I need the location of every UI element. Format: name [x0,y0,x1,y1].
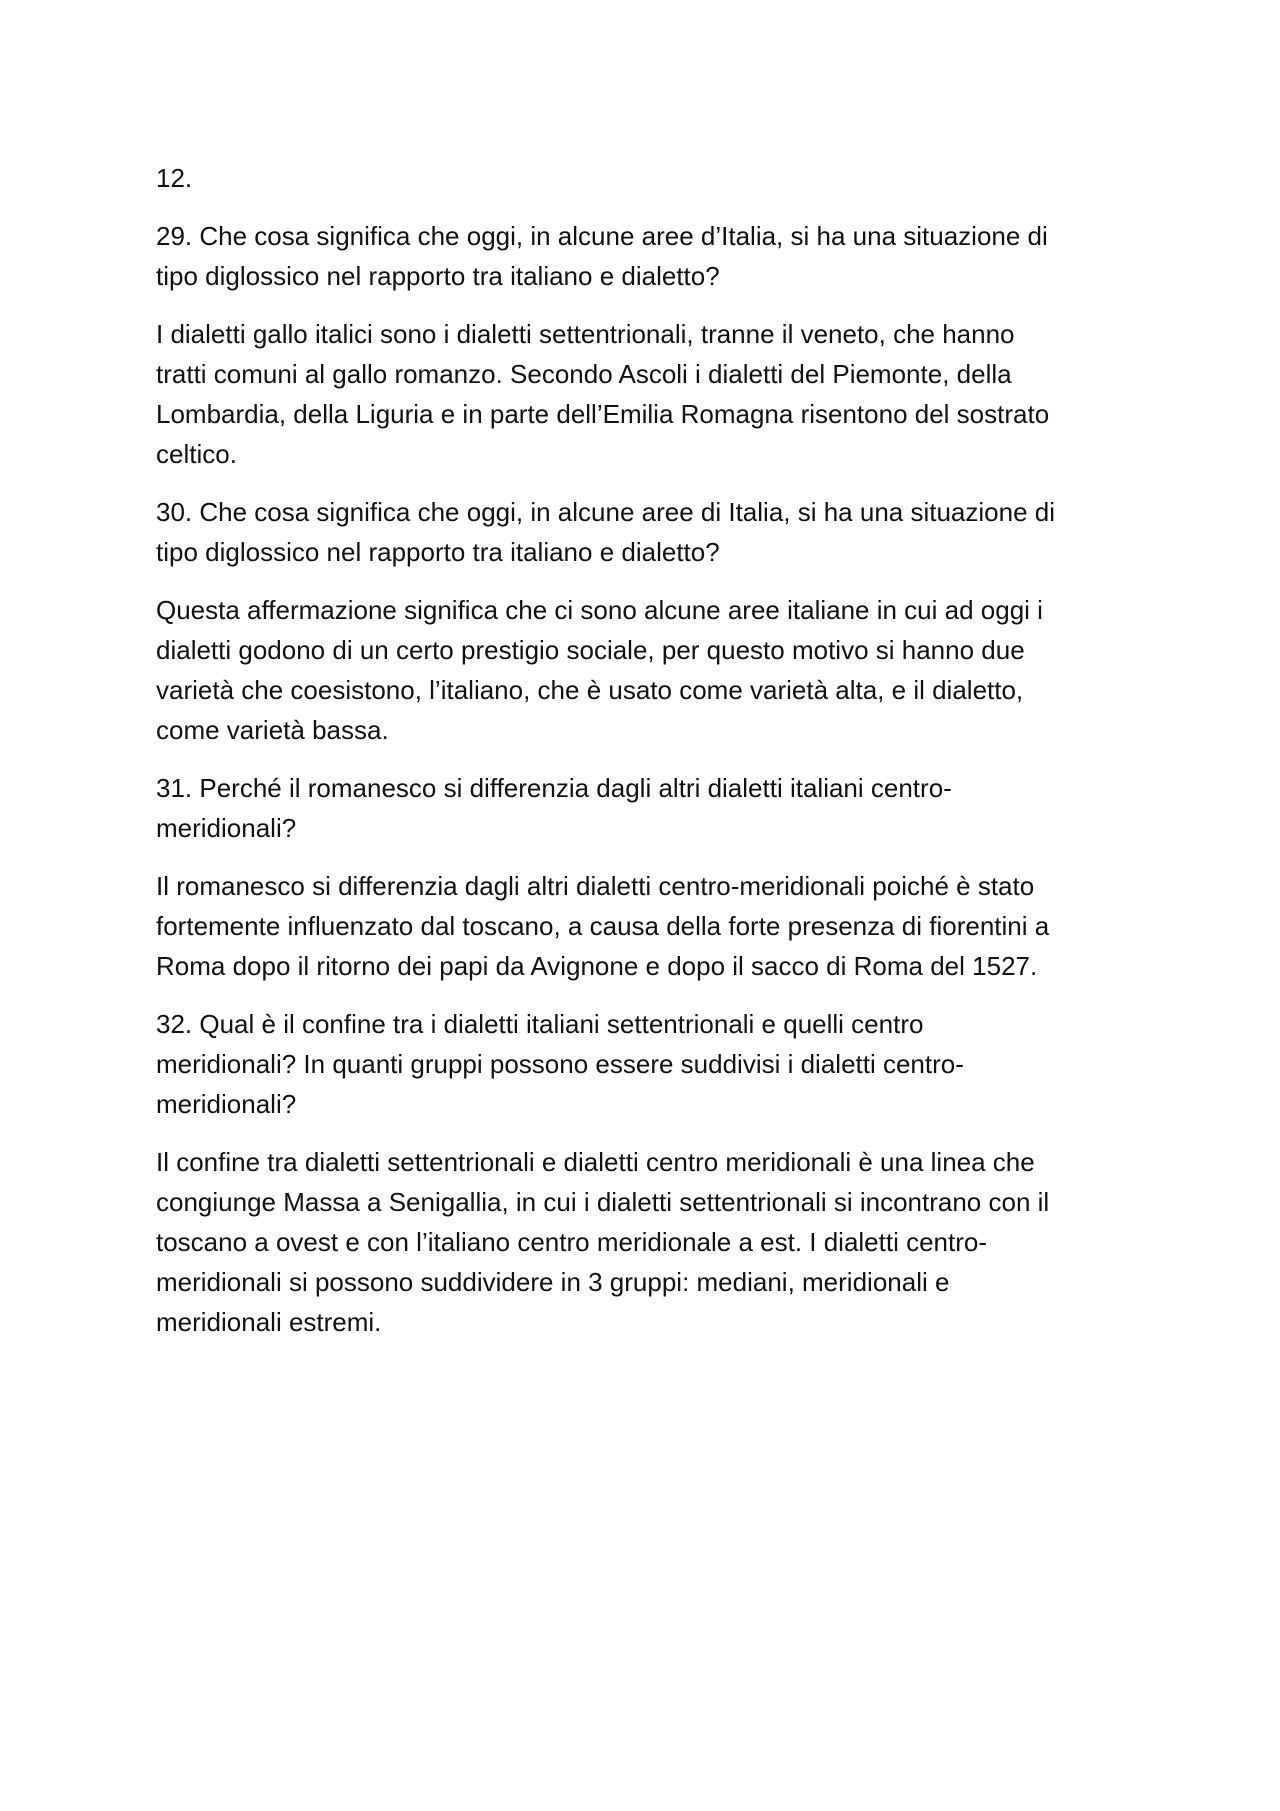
question-29: 29. Che cosa significa che oggi, in alcune aree d’Italia, si ha una situazione di tipo diglossico nel rapporto tra italiano e dialetto? [156,221,1048,291]
answer-31: Il romanesco si differenzia dagli altri dialetti centro-meridionali poiché è stato fortemente influenzato dal toscano, a causa della forte presenza di fiorentini a Roma dopo il ritorno dei papi da Avignone e dopo il sacco di Roma del 1527. [156,871,1050,981]
question-32: 32. Qual è il confine tra i dialetti italiani settentrionali e quelli centro meridionali? In quanti gruppi possono essere suddivisi i dialetti centro- meridionali? [156,1009,964,1119]
question-31: 31. Perché il romanesco si differenzia dagli altri dialetti italiani centro- meridionali? [156,773,952,843]
answer-30: Questa affermazione significa che ci sono alcune aree italiane in cui ad oggi i dialetti godono di un certo prestigio sociale, per questo motivo si hanno due varietà che coesistono, l’italiano, che è usato come varietà alta, e il dialetto, come varietà bassa. [156,595,1043,745]
answer-29: I dialetti gallo italici sono i dialetti settentrionali, tranne il veneto, che hanno tratti comuni al gallo romanzo. Secondo Ascoli i dialetti del Piemonte, della Lombardia, della Liguria e in parte dell’Emilia Romagna risentono del sostrato celtico. [156,319,1050,469]
question-30: 30. Che cosa significa che oggi, in alcune aree di Italia, si ha una situazione di tipo diglossico nel rapporto tra italiano e dialetto? [156,497,1056,567]
answer-32: Il confine tra dialetti settentrionali e dialetti centro meridionali è una linea che congiunge Massa a Senigallia, in cui i dialetti settentrionali si incontrano con il toscano a ovest e con l’italiano centro meridionale a est. I dialetti centro- meridionali si possono suddividere in 3 gruppi: mediani, meridionali e meridionali estremi. [156,1147,1050,1337]
document-body [156,158,1146,1360]
page-number: 12. [156,163,193,193]
